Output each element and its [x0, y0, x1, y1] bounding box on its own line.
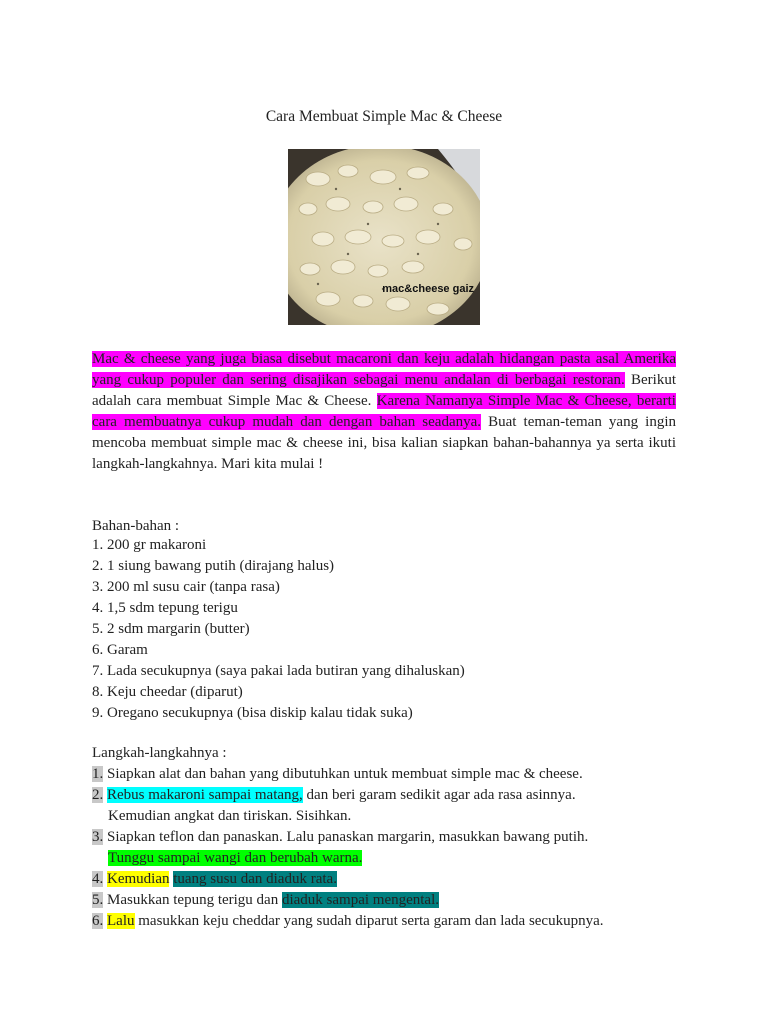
step-number: 6.: [92, 913, 104, 929]
steps-list: [92, 764, 692, 932]
step-highlight: diaduk sampai mengental.: [281, 892, 440, 908]
step-item-6: [92, 911, 692, 932]
intro-paragraph: [92, 349, 676, 475]
ingredient-item: 1. 200 gr makaroni: [92, 537, 207, 553]
ingredient-item: 7. Lada secukupnya (saya pakai lada butiran yang dihaluskan): [92, 663, 465, 679]
step-2-continuation: [92, 806, 692, 827]
step-text: dan beri garam sedikit agar ada rasa asinnya.: [302, 787, 576, 803]
ingredient-item: 3. 200 ml susu cair (tanpa rasa): [92, 579, 280, 595]
mac-and-cheese-photo: [288, 149, 480, 325]
ingredient-item: 6. Garam: [92, 642, 148, 658]
step-number: 3.: [92, 829, 104, 845]
ingredient-item: 9. Oregano secukupnya (bisa diskip kalau tidak suka): [92, 705, 413, 721]
mac-and-cheese-image: [288, 149, 480, 325]
step-number: 1.: [92, 766, 104, 782]
ingredient-item: 2. 1 siung bawang putih (dirajang halus): [92, 558, 335, 574]
intro-text-2: Berikut adalah cara membuat Simple Mac & Cheese.: [92, 372, 676, 409]
ingredients-list: [92, 535, 692, 724]
step-item-3: [92, 827, 692, 848]
step-number: 4.: [92, 871, 104, 887]
step-number: 2.: [92, 787, 104, 803]
ingredient-item: 8. Keju cheedar (diparut): [92, 684, 243, 700]
step-text: masukkan keju cheddar yang sudah diparut serta garam dan lada secukupnya.: [134, 913, 604, 929]
step-highlight: tuang susu dan diaduk rata.: [173, 871, 337, 887]
ingredient-item: 4. 1,5 sdm tepung terigu: [92, 600, 238, 616]
intro-highlight-1: Mac & cheese yang juga biasa disebut macaroni dan keju adalah hidangan pasta asal Amerika yang cukup populer dan sering disajikan sebagai menu andalan di berbagai restoran.: [92, 351, 676, 388]
intro-highlight-3: Karena Namanya Simple Mac & Cheese, berarti cara membuatnya cukup mudah dan dengan bahan seadanya.: [92, 393, 676, 430]
intro-text-4: Buat teman-teman yang ingin mencoba membuat simple mac & cheese ini, bisa kalian siapkan bahan-bahannya ya serta ikuti langkah-langkahnya. Mari kita mulai !: [92, 414, 676, 472]
document-title: Cara Membuat Simple Mac & Cheese: [265, 108, 503, 125]
step-3-continuation: [92, 848, 692, 869]
step-highlight: Kemudian: [107, 871, 170, 887]
step-item-5: [92, 890, 692, 911]
steps-heading: Langkah-langkahnya :: [92, 745, 227, 761]
photo-caption: mac&cheese gaiz: [382, 283, 474, 295]
step-text: Siapkan alat dan bahan yang dibutuhkan untuk membuat simple mac & cheese.: [103, 766, 583, 782]
step-text: Siapkan teflon dan panaskan. Lalu panaskan margarin, masukkan bawang putih.: [103, 829, 589, 845]
step-number: 5.: [92, 892, 104, 908]
ingredients-heading: Bahan-bahan :: [92, 518, 180, 534]
ingredient-item: 5. 2 sdm margarin (butter): [92, 621, 250, 637]
step-text: Kemudian angkat dan tiriskan. Sisihkan.: [108, 808, 352, 824]
step-highlight: Tunggu sampai wangi dan berubah warna.: [108, 850, 363, 866]
step-highlight: Rebus makaroni sampai matang,: [107, 787, 303, 803]
step-item-1: [92, 764, 692, 785]
step-item-2: [92, 785, 692, 806]
step-text: Masukkan tepung terigu dan: [103, 892, 282, 908]
step-item-4: [92, 869, 692, 890]
step-highlight: Lalu: [107, 913, 135, 929]
